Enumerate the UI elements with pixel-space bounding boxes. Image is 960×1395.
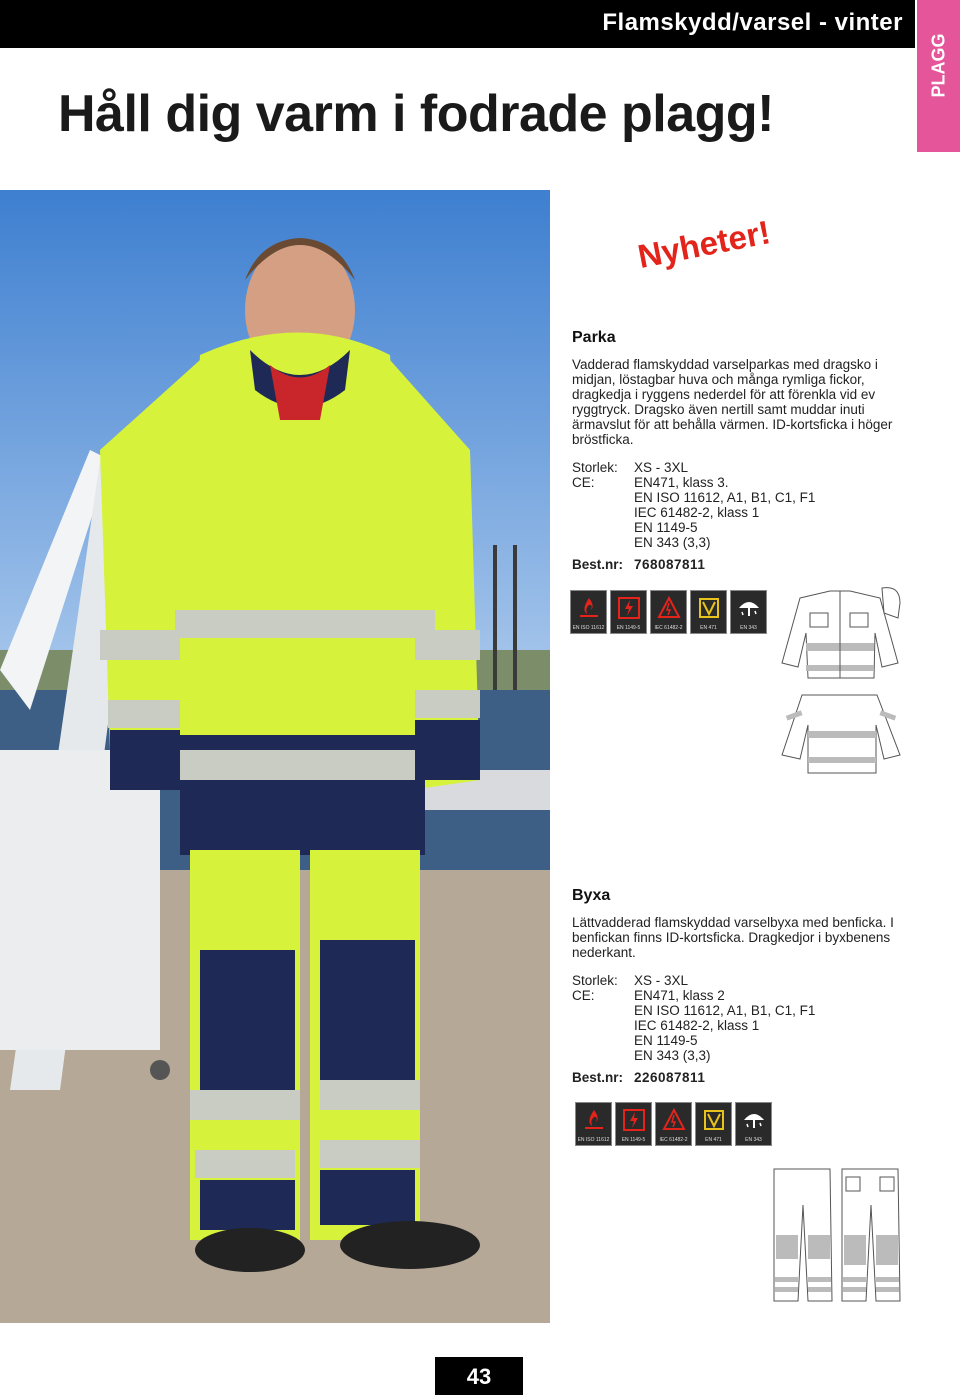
- ce-value: IEC 61482-2, klass 1: [634, 1018, 760, 1033]
- ce-value: EN ISO 11612, A1, B1, C1, F1: [634, 490, 816, 505]
- trousers-back-sketch: [838, 1165, 903, 1305]
- rain-cert-icon: [730, 590, 767, 634]
- parka-article-number: [572, 557, 917, 572]
- cert-label: EN ISO 11612: [577, 1137, 610, 1143]
- hi-vis-cert-icon: [690, 590, 727, 634]
- trousers-title: Byxa: [572, 887, 611, 904]
- ce-value: EN471, klass 2: [634, 988, 725, 1003]
- article-label: Best.nr:: [572, 1070, 624, 1085]
- parka-ce-row: [572, 475, 917, 490]
- ce-row: [572, 520, 917, 535]
- ce-row: [572, 1018, 917, 1033]
- ce-row: [572, 490, 917, 505]
- worker-photo-illustration: [0, 190, 550, 1323]
- ce-row: [572, 505, 917, 520]
- ce-label: CE:: [572, 475, 595, 490]
- header-bar: [0, 0, 915, 48]
- ce-value: EN 1149-5: [634, 1033, 698, 1048]
- side-tab-label: PLAGG: [928, 33, 948, 98]
- flame-cert-icon: [570, 590, 607, 634]
- product-photo: [0, 190, 550, 1323]
- ce-label: CE:: [572, 988, 595, 1003]
- page-number: 43: [466, 1364, 492, 1389]
- article-value: 226087811: [634, 1070, 706, 1085]
- ce-value: EN 343 (3,3): [634, 1048, 711, 1063]
- parka-front-sketch: [770, 583, 905, 683]
- size-label: Storlek:: [572, 973, 618, 988]
- cert-label: IEC 61482-2: [654, 625, 683, 631]
- trousers-front-sketch: [770, 1165, 835, 1305]
- size-value: XS - 3XL: [634, 973, 689, 988]
- page-headline: Håll dig varm i fodrade plagg!: [58, 85, 774, 143]
- ce-row: [572, 1003, 917, 1018]
- ce-value: EN 343 (3,3): [634, 535, 711, 550]
- size-value: XS - 3XL: [634, 460, 689, 475]
- trousers-size-row: [572, 973, 917, 988]
- size-label: Storlek:: [572, 460, 618, 475]
- ce-value: EN471, klass 3.: [634, 475, 729, 490]
- cert-label: EN 343: [740, 625, 757, 631]
- antistatic-cert-icon: [610, 590, 647, 634]
- cert-label: EN 343: [745, 1137, 762, 1143]
- trousers-ce-row: [572, 988, 917, 1003]
- antistatic-cert-icon: [615, 1102, 652, 1146]
- cert-label: EN 1149-5: [621, 1137, 646, 1143]
- ce-value: EN ISO 11612, A1, B1, C1, F1: [634, 1003, 816, 1018]
- trousers-article-number: [572, 1070, 917, 1085]
- cert-label: EN 1149-5: [616, 625, 641, 631]
- cert-label: IEC 61482-2: [659, 1137, 688, 1143]
- article-label: Best.nr:: [572, 557, 624, 572]
- section-title: Flamskydd/varsel - vinter: [602, 9, 903, 36]
- page-number-box: [435, 1357, 523, 1395]
- parka-title: Parka: [572, 329, 616, 346]
- hi-vis-cert-icon: [695, 1102, 732, 1146]
- cert-label: EN 471: [700, 625, 717, 631]
- ce-row: [572, 1048, 917, 1063]
- ce-value: EN 1149-5: [634, 520, 698, 535]
- arc-flash-cert-icon: [655, 1102, 692, 1146]
- parka-section: [572, 330, 917, 572]
- parka-description: Vadderad flamskyddad varselparkas med dragsko i midjan, löstagbar huva och många rymliga fickor, dragkedja i ryggens nederdel för att förenkla vid ev ryggtryck. Dragsko även nertill samt muddar inuti ärmavslut för att behålla värmen. ID-kortsficka i höger bröstficka.: [572, 357, 893, 447]
- ce-row: [572, 1033, 917, 1048]
- trousers-cert-row: [575, 1102, 772, 1146]
- rain-cert-icon: [735, 1102, 772, 1146]
- cert-label: EN ISO 11612: [572, 625, 605, 631]
- cert-label: EN 471: [705, 1137, 722, 1143]
- side-tab[interactable]: [917, 0, 960, 152]
- flame-cert-icon: [575, 1102, 612, 1146]
- parka-cert-row: [570, 590, 767, 634]
- parka-size-row: [572, 460, 917, 475]
- ce-value: IEC 61482-2, klass 1: [634, 505, 760, 520]
- parka-back-sketch: [772, 685, 907, 780]
- news-badge: Nyheter!: [634, 213, 774, 276]
- trousers-section: [572, 888, 917, 1085]
- ce-row: [572, 535, 917, 550]
- trousers-description: Lättvadderad flamskyddad varselbyxa med benficka. I benfickan finns ID-kortsficka. Dragkedjor i byxbenens nederkant.: [572, 915, 894, 960]
- article-value: 768087811: [634, 557, 706, 572]
- arc-flash-cert-icon: [650, 590, 687, 634]
